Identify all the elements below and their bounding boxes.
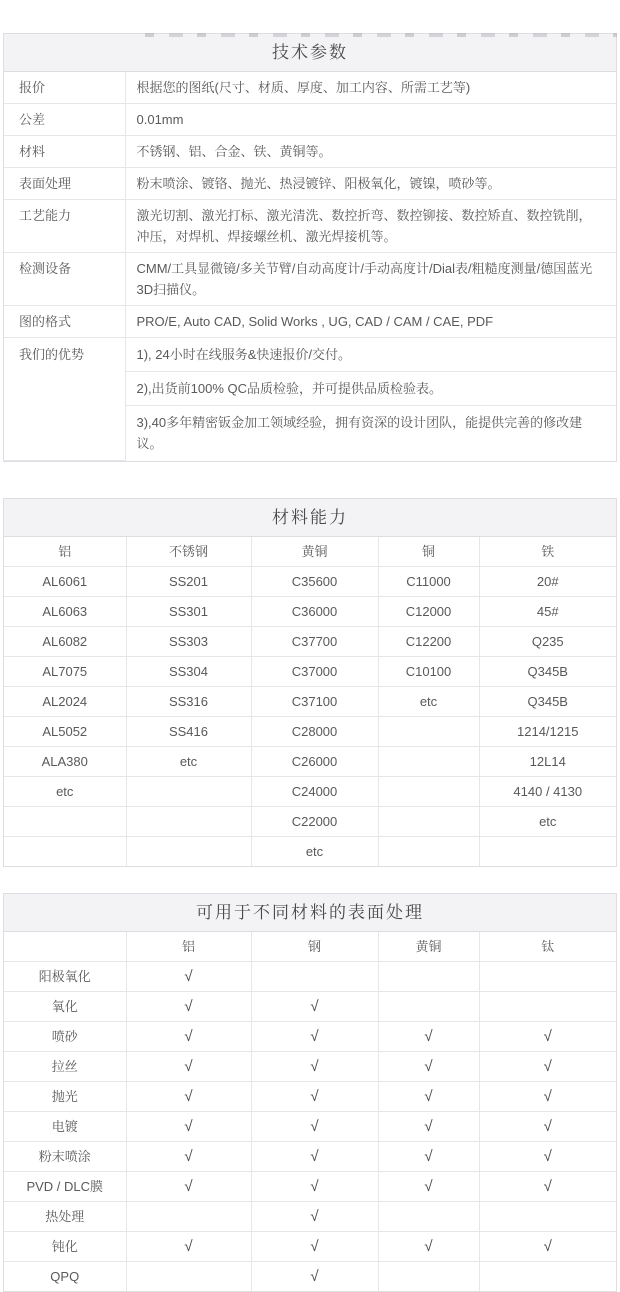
cell: C10100 xyxy=(378,656,479,686)
check-icon: √ xyxy=(378,1171,479,1201)
row-label: 阳极氧化 xyxy=(4,961,126,991)
cell: SS416 xyxy=(126,716,251,746)
check-icon: √ xyxy=(251,1111,378,1141)
check-icon: √ xyxy=(378,1231,479,1261)
check-icon: √ xyxy=(126,991,251,1021)
cell: ALA380 xyxy=(4,746,126,776)
cell: C28000 xyxy=(251,716,378,746)
empty-cell xyxy=(479,1261,616,1291)
check-icon: √ xyxy=(479,1111,616,1141)
table-row xyxy=(4,1231,616,1261)
cell: SS304 xyxy=(126,656,251,686)
column-header: 铁 xyxy=(479,537,616,567)
column-header: 钛 xyxy=(479,932,616,962)
material-capability-table xyxy=(3,498,617,867)
cell: Q345B xyxy=(479,656,616,686)
check-icon: √ xyxy=(251,1201,378,1231)
cell: C22000 xyxy=(251,806,378,836)
table-row xyxy=(4,626,616,656)
tech-params-title: 技术参数 xyxy=(4,34,616,72)
check-icon: √ xyxy=(251,1171,378,1201)
table-row xyxy=(4,1081,616,1111)
column-header: 不锈钢 xyxy=(126,537,251,567)
cell: SS316 xyxy=(126,686,251,716)
tech-params-grid xyxy=(4,72,616,461)
table-row xyxy=(4,746,616,776)
empty-cell xyxy=(4,806,126,836)
check-icon: √ xyxy=(126,1021,251,1051)
cell: C12200 xyxy=(378,626,479,656)
row-label: 钝化 xyxy=(4,1231,126,1261)
cell: Q345B xyxy=(479,686,616,716)
table-row xyxy=(4,1111,616,1141)
table-row xyxy=(4,1261,616,1291)
row-label: 热处理 xyxy=(4,1201,126,1231)
row-label: 材料 xyxy=(4,136,125,168)
header-row xyxy=(4,932,616,962)
row-value: 1), 24小时在线服务&快速报价/交付。 xyxy=(125,338,616,372)
empty-cell xyxy=(479,991,616,1021)
check-icon: √ xyxy=(126,1051,251,1081)
cell: 20# xyxy=(479,566,616,596)
row-label: 喷砂 xyxy=(4,1021,126,1051)
table-row xyxy=(4,1171,616,1201)
table-row xyxy=(4,656,616,686)
column-header: 钢 xyxy=(251,932,378,962)
column-header: 黄铜 xyxy=(378,932,479,962)
row-value: 3),40多年精密钣金加工领域经验，拥有资深的设计团队，能提供完善的修改建议。 xyxy=(136,415,583,451)
cell: AL5052 xyxy=(4,716,126,746)
check-icon: √ xyxy=(479,1021,616,1051)
check-icon: √ xyxy=(378,1051,479,1081)
row-label: 氧化 xyxy=(4,991,126,1021)
row-label: 我们的优势 xyxy=(4,338,125,461)
cell: C36000 xyxy=(251,596,378,626)
row-label: 粉末喷涂 xyxy=(4,1141,126,1171)
row-value: 0.01mm xyxy=(125,104,616,136)
table-row xyxy=(4,961,616,991)
header-row xyxy=(4,537,616,567)
row-value: 粉末喷涂、镀铬、抛光、热浸镀锌、阳极氧化，镀镍，喷砂等。 xyxy=(125,168,616,200)
row-value: 2),出货前100% QC品质检验，并可提供品质检验表。 xyxy=(125,372,616,406)
check-icon: √ xyxy=(378,1081,479,1111)
check-icon: √ xyxy=(251,1231,378,1261)
cell: etc xyxy=(378,686,479,716)
empty-cell xyxy=(126,1201,251,1231)
cell: SS301 xyxy=(126,596,251,626)
cell: SS303 xyxy=(126,626,251,656)
empty-cell xyxy=(378,1201,479,1231)
column-header: 铜 xyxy=(378,537,479,567)
empty-cell xyxy=(378,776,479,806)
check-icon: √ xyxy=(126,1171,251,1201)
empty-cell xyxy=(126,836,251,866)
check-icon: √ xyxy=(126,961,251,991)
check-icon: √ xyxy=(378,1111,479,1141)
column-header: 铝 xyxy=(4,537,126,567)
row-label: 报价 xyxy=(4,72,125,104)
cell: C11000 xyxy=(378,566,479,596)
corner-cell xyxy=(4,932,126,962)
row-label: 工艺能力 xyxy=(4,200,125,253)
row-label: QPQ xyxy=(4,1261,126,1291)
table-row xyxy=(4,1141,616,1171)
surface-treatment-grid xyxy=(4,932,616,1291)
check-icon: √ xyxy=(126,1111,251,1141)
check-icon: √ xyxy=(251,991,378,1021)
spec-page xyxy=(0,33,620,1287)
row-label: 图的格式 xyxy=(4,306,125,338)
empty-cell xyxy=(378,1261,479,1291)
cell: etc xyxy=(126,746,251,776)
table-row xyxy=(4,806,616,836)
empty-cell xyxy=(126,1261,251,1291)
empty-cell xyxy=(378,961,479,991)
empty-cell xyxy=(479,836,616,866)
check-icon: √ xyxy=(378,1141,479,1171)
cell: C26000 xyxy=(251,746,378,776)
cell: 12L14 xyxy=(479,746,616,776)
material-capability-grid xyxy=(4,537,616,866)
check-icon: √ xyxy=(126,1231,251,1261)
row-label: 检测设备 xyxy=(4,253,125,306)
empty-cell xyxy=(378,836,479,866)
check-icon: √ xyxy=(479,1141,616,1171)
column-header: 铝 xyxy=(126,932,251,962)
table-row xyxy=(4,168,616,200)
check-icon: √ xyxy=(251,1081,378,1111)
table-row xyxy=(4,1201,616,1231)
table-row xyxy=(4,566,616,596)
check-icon: √ xyxy=(251,1261,378,1291)
table-row xyxy=(4,776,616,806)
table-row xyxy=(4,104,616,136)
check-icon: √ xyxy=(479,1171,616,1201)
table-row xyxy=(4,1021,616,1051)
empty-cell xyxy=(479,961,616,991)
cell: C24000 xyxy=(251,776,378,806)
check-icon: √ xyxy=(479,1231,616,1261)
cell: 4140 / 4130 xyxy=(479,776,616,806)
cell: etc xyxy=(251,836,378,866)
empty-cell xyxy=(126,776,251,806)
row-value: 激光切割、激光打标、激光清洗、数控折弯、数控铆接、数控矫直、数控铣削，冲压，对焊机、焊接螺丝机、激光焊接机等。 xyxy=(125,200,616,253)
row-value: CMM/工具显微镜/多关节臂/自动高度计/手动高度计/Dial表/粗糙度测量/德国蓝光3D扫描仪。 xyxy=(125,253,616,306)
surface-treatment-table xyxy=(3,893,617,1292)
check-icon: √ xyxy=(378,1021,479,1051)
cell: C37100 xyxy=(251,686,378,716)
clipped-text-remnants xyxy=(145,33,617,37)
row-value: 根据您的图纸(尺寸、材质、厚度、加工内容、所需工艺等) xyxy=(125,72,616,104)
row-value: PRO/E, Auto CAD, Solid Works , UG, CAD / CAM / CAE, PDF xyxy=(125,306,616,338)
empty-cell xyxy=(4,836,126,866)
table-row xyxy=(4,596,616,626)
empty-cell xyxy=(251,961,378,991)
check-icon: √ xyxy=(479,1081,616,1111)
table-row xyxy=(4,716,616,746)
cell: C35600 xyxy=(251,566,378,596)
cell: AL6061 xyxy=(4,566,126,596)
table-row xyxy=(4,991,616,1021)
check-icon: √ xyxy=(479,1051,616,1081)
row-label: PVD / DLC膜 xyxy=(4,1171,126,1201)
table-row xyxy=(4,200,616,253)
row-label: 表面处理 xyxy=(4,168,125,200)
table-row xyxy=(4,253,616,306)
row-label: 公差 xyxy=(4,104,125,136)
cell: AL7075 xyxy=(4,656,126,686)
cell: 1214/1215 xyxy=(479,716,616,746)
surface-treatment-title: 可用于不同材料的表面处理 xyxy=(4,894,616,932)
cell: etc xyxy=(479,806,616,836)
table-row xyxy=(4,338,616,372)
table-row xyxy=(4,686,616,716)
empty-cell xyxy=(378,991,479,1021)
column-header: 黄铜 xyxy=(251,537,378,567)
empty-cell xyxy=(378,746,479,776)
cell: SS201 xyxy=(126,566,251,596)
check-icon: √ xyxy=(251,1141,378,1171)
check-icon: √ xyxy=(251,1051,378,1081)
tech-params-table xyxy=(3,33,617,462)
cell: 45# xyxy=(479,596,616,626)
table-row xyxy=(4,1051,616,1081)
empty-cell xyxy=(378,806,479,836)
table-row xyxy=(4,306,616,338)
table-row xyxy=(4,836,616,866)
row-label: 拉丝 xyxy=(4,1051,126,1081)
row-value: 不锈钢、铝、合金、铁、黄铜等。 xyxy=(125,136,616,168)
empty-cell xyxy=(378,716,479,746)
row-label: 电镀 xyxy=(4,1111,126,1141)
table-row xyxy=(4,136,616,168)
cell: AL6082 xyxy=(4,626,126,656)
cell: C37000 xyxy=(251,656,378,686)
empty-cell xyxy=(479,1201,616,1231)
material-capability-title: 材料能力 xyxy=(4,499,616,537)
check-icon: √ xyxy=(126,1141,251,1171)
cell: C37700 xyxy=(251,626,378,656)
row-label: 抛光 xyxy=(4,1081,126,1111)
cell: AL2024 xyxy=(4,686,126,716)
cell: C12000 xyxy=(378,596,479,626)
cell: Q235 xyxy=(479,626,616,656)
cell: AL6063 xyxy=(4,596,126,626)
empty-cell xyxy=(126,806,251,836)
check-icon: √ xyxy=(126,1081,251,1111)
check-icon: √ xyxy=(251,1021,378,1051)
table-row xyxy=(4,72,616,104)
cell: etc xyxy=(4,776,126,806)
